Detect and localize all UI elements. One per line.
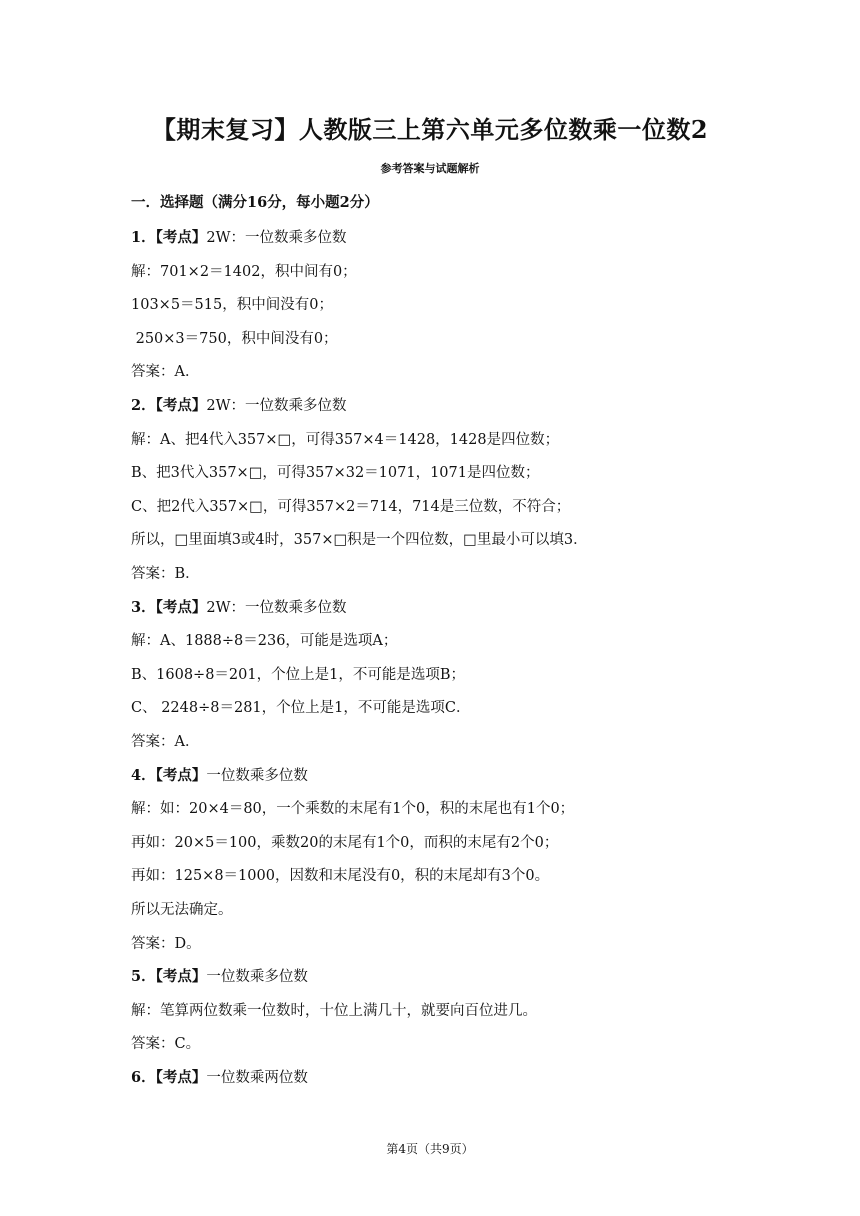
kaodian-tag: 【考点】 xyxy=(155,599,207,616)
section-heading: 一．选择题（满分16分，每小题2分） xyxy=(131,194,379,211)
question-number: 4． xyxy=(131,767,156,784)
question-number: 6． xyxy=(131,1069,156,1086)
question-header-line xyxy=(131,596,346,617)
question-header-line xyxy=(131,764,308,785)
answer-text-line: 答案：B． xyxy=(131,566,200,582)
answer-text-line: 解：701×2＝1402，积中间有0； xyxy=(131,264,357,280)
question-header-line xyxy=(131,1066,308,1087)
answer-text-line: 答案：A． xyxy=(131,364,200,380)
kaodian-tag: 【考点】 xyxy=(155,767,207,784)
kaodian-text: 2W：一位数乘多位数 xyxy=(206,600,347,616)
kaodian-tag: 【考点】 xyxy=(155,968,207,985)
answer-text-line: 250×3＝750，积中间没有0； xyxy=(131,331,338,347)
kaodian-tag: 【考点】 xyxy=(155,229,207,246)
answer-text-line: 解：A、把4代入357×□，可得357×4＝1428，1428是四位数； xyxy=(131,432,560,448)
question-number: 1． xyxy=(131,229,156,246)
answer-text-line: 再如：20×5＝100，乘数20的末尾有1个0，而积的末尾有2个0； xyxy=(131,835,559,851)
answer-text-line: 解：笔算两位数乘一位数时，十位上满几十，就要向百位进几。 xyxy=(131,1003,537,1019)
answer-text-line: 解：A、1888÷8＝236，可能是选项A； xyxy=(131,633,398,649)
question-number: 2． xyxy=(131,397,156,414)
document-subtitle: 参考答案与试题解析 xyxy=(380,162,480,175)
answer-text-line: 答案：C。 xyxy=(131,1036,201,1052)
answer-text-line: B、1608÷8＝201，个位上是1，不可能是选项B； xyxy=(131,667,465,683)
kaodian-tag: 【考点】 xyxy=(155,1069,207,1086)
answer-text-line: 103×5＝515，积中间没有0； xyxy=(131,297,333,313)
question-number: 3． xyxy=(131,599,156,616)
question-number: 5． xyxy=(131,968,156,985)
answer-text-line: 所以，□里面填3或4时，357×□积是一个四位数，□里最小可以填3． xyxy=(131,532,588,548)
answer-text-line: 解：如：20×4＝80，一个乘数的末尾有1个0，积的末尾也有1个0； xyxy=(131,801,575,817)
document-title: 【期末复习】人教版三上第六单元多位数乘一位数2 xyxy=(151,115,709,144)
question-header-line xyxy=(131,965,308,986)
kaodian-text: 一位数乘多位数 xyxy=(206,768,308,784)
kaodian-text: 2W：一位数乘多位数 xyxy=(206,398,347,414)
answer-text-line: C、 2248÷8＝281，个位上是1，不可能是选项C． xyxy=(131,700,471,716)
answer-text-line: 再如：125×8＝1000，因数和末尾没有0，积的末尾却有3个0。 xyxy=(131,868,550,884)
kaodian-text: 2W：一位数乘多位数 xyxy=(206,230,347,246)
answer-text-line: C、把2代入357×□，可得357×2＝714，714是三位数，不符合； xyxy=(131,499,571,515)
answer-text-line: B、把3代入357×□，可得357×32＝1071，1071是四位数； xyxy=(131,465,540,481)
question-header-line xyxy=(131,394,346,415)
answer-text-line: 答案：A． xyxy=(131,734,200,750)
answer-text-line: 所以无法确定。 xyxy=(131,902,233,918)
kaodian-text: 一位数乘两位数 xyxy=(206,1070,308,1086)
answer-text-line: 答案：D。 xyxy=(131,936,201,952)
question-header-line xyxy=(131,226,346,247)
kaodian-text: 一位数乘多位数 xyxy=(206,969,308,985)
kaodian-tag: 【考点】 xyxy=(155,397,207,414)
page-footer: 第4页（共9页） xyxy=(386,1142,474,1156)
